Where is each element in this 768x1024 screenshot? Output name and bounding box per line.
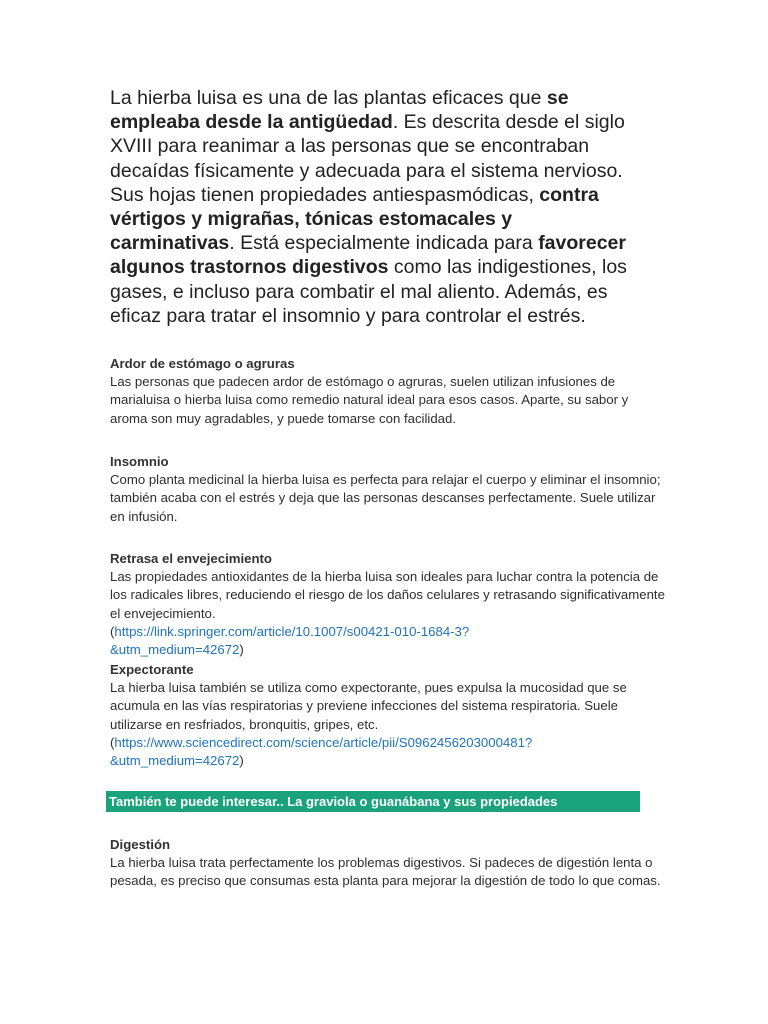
intro-text-1: La hierba luisa es una de las plantas eficaces que: [110, 87, 547, 109]
section-title-insomnio: Insomnio: [110, 454, 169, 469]
section-insomnio: [110, 453, 665, 526]
section-envejecimiento: [110, 550, 665, 659]
section-body-insomnio: Como planta medicinal la hierba luisa es perfecta para relajar el cuerpo y eliminar el insomnio; también acaba con el estrés y deja que las personas descanses perfectamente. Suele utilizar en infusión.: [110, 472, 661, 524]
section-title-digestion: Digestión: [110, 837, 171, 852]
reference-line-expectorante-2: &utm_medium=42672): [110, 753, 244, 769]
intro-bold-1: se empleaba desde la antigüedad: [110, 87, 569, 134]
section-title-envejecimiento: Retrasa el envejecimiento: [110, 551, 272, 566]
reference-link-springer-param[interactable]: &utm_medium=42672: [110, 642, 240, 658]
reference-link-springer[interactable]: https://link.springer.com/article/10.1007/s00421-010-1684-3?: [114, 623, 470, 639]
reference-line-envejecimiento-2: &utm_medium=42672): [110, 642, 244, 658]
section-digestion: [110, 836, 665, 891]
related-article-banner[interactable]: También te puede interesar.. La graviola o guanábana y sus propiedades: [106, 791, 640, 812]
section-body-envejecimiento: Las propiedades antioxidantes de la hierba luisa son ideales para luchar contra la potencia de los radicales libres, reduciendo el riesgo de los daños celulares y retrasando significativamente el envejecimiento.: [110, 569, 665, 621]
section-title-expectorante: Expectorante: [110, 662, 194, 677]
section-body-expectorante: La hierba luisa también se utiliza como expectorante, pues expulsa la mucosidad que se acumula en las vías respiratorias y previene infecciones del sistema respiratoria. Suele utilizarse en resfriados, bronquitis, gripes, etc.: [110, 680, 627, 732]
intro-text-2: . Es descrita desde el siglo XVIII para reanimar a las personas que se encontraban decaídas físicamente y adecuada para el sistema nervioso. Sus hojas tienen propiedades antiespasmódicas,: [110, 111, 625, 206]
section-ardor: [110, 355, 665, 428]
reference-link-sciencedirect[interactable]: https://www.sciencedirect.com/science/article/pii/S0962456203000481?: [114, 734, 533, 750]
section-title-ardor: Ardor de estómago o agruras: [110, 356, 295, 371]
section-body-digestion: La hierba luisa trata perfectamente los problemas digestivos. Si padeces de digestión lenta o pesada, es preciso que consumas esta planta para mejorar la digestión de todo lo que comas.: [110, 855, 661, 889]
section-expectorante: [110, 661, 665, 770]
intro-paragraph: [110, 86, 630, 328]
reference-link-sciencedirect-param[interactable]: &utm_medium=42672: [110, 753, 240, 769]
intro-bold-2: contra vértigos y migrañas, tónicas estomacales y carminativas: [110, 183, 599, 255]
intro-text-3: . Está especialmente indicada para: [229, 232, 539, 255]
reference-line-envejecimiento: (https://link.springer.com/article/10.1007/s00421-010-1684-3?: [110, 623, 470, 639]
intro-text-4: como las indigestiones, los gases, e incluso para combatir el mal aliento. Además, es eficaz para tratar el insomnio y para controlar el estrés.: [110, 256, 627, 327]
intro-bold-3: favorecer algunos trastornos digestivos: [110, 232, 626, 279]
section-body-ardor: Las personas que padecen ardor de estómago o agruras, suelen utilizan infusiones de marialuisa o hierba luisa como remedio natural ideal para esos casos. Aparte, su sabor y aroma son muy agradables, y puede tomarse con facilidad.: [110, 374, 629, 426]
reference-line-expectorante: (https://www.sciencedirect.com/science/article/pii/S0962456203000481?: [110, 734, 533, 750]
